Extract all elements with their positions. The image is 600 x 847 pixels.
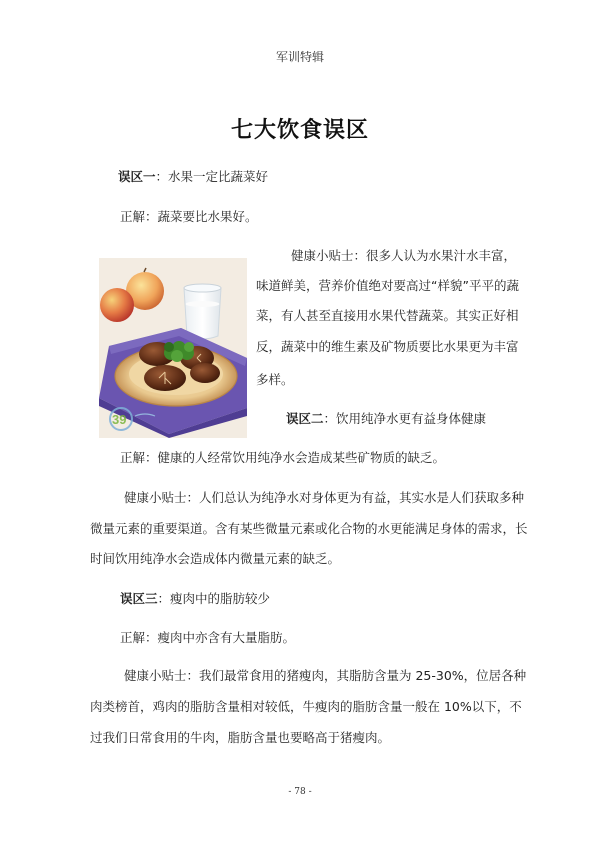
myth-2-text: ：饮用纯净水更有益身体健康 bbox=[323, 411, 487, 426]
tip-3-line-1: 健康小贴士：我们最常食用的猪瘦肉，其脂肪含量为 25-30%，位居各种 bbox=[124, 668, 527, 683]
milk-glass bbox=[184, 284, 221, 339]
tip-2-line-2: 微量元素的重要渠道。含有某些微量元素或化合物的水更能满足身体的需求，长 bbox=[90, 521, 528, 536]
tip-1-line-2: 味道鲜美，营养价值绝对要高过“样貌”平平的蔬 bbox=[256, 278, 519, 293]
watermark-text: 39 bbox=[112, 412, 127, 427]
myth-1-correction: 正解：蔬菜要比水果好。 bbox=[120, 209, 258, 224]
myth-1-text: ：水果一定比蔬菜好 bbox=[155, 169, 269, 184]
myth-3-label: 误区三 bbox=[120, 591, 158, 606]
running-header: 军训特辑 bbox=[275, 50, 324, 64]
myth-2-heading bbox=[286, 409, 486, 427]
page-title: 七大饮食误区 bbox=[230, 118, 369, 143]
tip-1-line-3: 菜，有人甚至直接用水果代替蔬菜。其实正好相 bbox=[256, 308, 519, 323]
myth-2-correction: 正解：健康的人经常饮用纯净水会造成某些矿物质的缺乏。 bbox=[120, 450, 446, 465]
tip-3-line-3: 过我们日常食用的牛肉，脂肪含量也要略高于猪瘦肉。 bbox=[90, 730, 391, 745]
food-photo bbox=[99, 258, 247, 438]
parsley-garnish bbox=[164, 341, 194, 362]
myth-1-label: 误区一 bbox=[118, 169, 156, 184]
page-number: - 78 - bbox=[288, 787, 312, 797]
myth-3-correction: 正解：瘦肉中亦含有大量脂肪。 bbox=[120, 630, 296, 645]
myth-3-text: ：瘦肉中的脂肪较少 bbox=[157, 591, 271, 606]
tip-1-line-4: 反，蔬菜中的维生素及矿物质要比水果更为丰富 bbox=[256, 339, 519, 354]
tip-3-line-2: 肉类榜首，鸡肉的脂肪含量相对较低，牛瘦肉的脂肪含量一般在 10%以下，不 bbox=[90, 699, 522, 714]
myth-1-heading bbox=[118, 167, 268, 185]
tip-2-line-1: 健康小贴士：人们总认为纯净水对身体更为有益，其实水是人们获取多种 bbox=[124, 490, 525, 505]
tip-1-line-1: 健康小贴士：很多人认为水果汁水丰富， bbox=[291, 248, 517, 263]
tip-2-line-3: 时间饮用纯净水会造成体内微量元素的缺乏。 bbox=[90, 551, 341, 566]
myth-3-heading bbox=[120, 589, 270, 607]
myth-2-label: 误区二 bbox=[286, 411, 324, 426]
tip-1-line-5: 多样。 bbox=[256, 372, 294, 387]
